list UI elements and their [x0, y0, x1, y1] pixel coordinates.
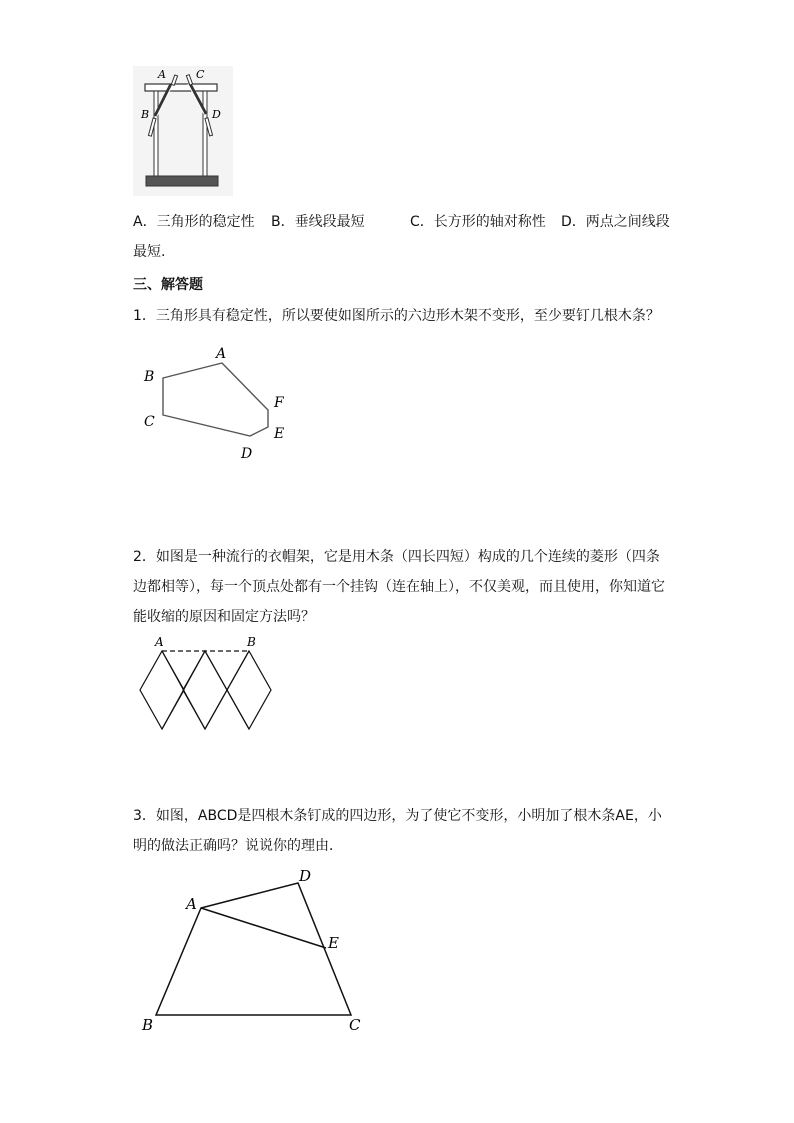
hex-label-c: C [144, 414, 155, 430]
quad-label-e: E [328, 934, 339, 952]
q2-line1: 2．如图是一种流行的衣帽架，它是用木条（四长四短）构成的几个连续的菱形（四条 [133, 549, 660, 565]
label-c: C [196, 68, 205, 81]
option-d-continued: 最短. [133, 244, 166, 260]
q2-line2: 边都相等），每一个顶点处都有一个挂钩（连在轴上），不仅美观，而且使用，你知道它 [133, 579, 665, 595]
rhombus-chain-diagram [135, 632, 280, 737]
q1-figure [135, 340, 305, 465]
q3-line1: 3．如图，ABCD是四根木条钉成的四边形，为了使它不变形，小明加了根木条AE，小 [133, 808, 662, 824]
q2-figure [135, 632, 280, 737]
q3-line2: 明的做法正确吗？说说你的理由． [133, 838, 343, 854]
rhombus-label-a: A [155, 635, 164, 649]
q3-figure [135, 862, 375, 1037]
rhombus-label-b: B [247, 635, 256, 649]
hexagon-diagram [135, 340, 305, 465]
figure-frame [133, 66, 233, 196]
label-d: D [212, 108, 221, 121]
quad-label-a: A [186, 895, 197, 913]
quad-label-d: D [299, 867, 312, 885]
quad-label-b: B [142, 1016, 154, 1034]
hex-label-b: B [144, 369, 155, 385]
quad-label-c: C [349, 1016, 361, 1034]
hex-label-f: F [274, 395, 284, 411]
quadrilateral-diagram [135, 862, 375, 1037]
label-a: A [158, 68, 166, 81]
hex-label-a: A [216, 346, 227, 362]
option-c: C．长方形的轴对称性 [410, 214, 546, 230]
frame-diagram [133, 66, 233, 196]
label-b: B [141, 108, 150, 121]
hex-label-d: D [241, 446, 253, 462]
option-a: A．三角形的稳定性 [133, 214, 255, 230]
option-d: D．两点之间线段 [561, 214, 670, 230]
hex-label-e: E [274, 426, 285, 442]
q2-line3: 能收缩的原因和固定方法吗？ [133, 609, 315, 625]
section-heading: 三、解答题 [133, 277, 203, 293]
q1-text: 1．三角形具有稳定性，所以要使如图所示的六边形木架不变形，至少要钉几根木条？ [133, 308, 660, 324]
option-b: B．垂线段最短 [271, 214, 365, 230]
